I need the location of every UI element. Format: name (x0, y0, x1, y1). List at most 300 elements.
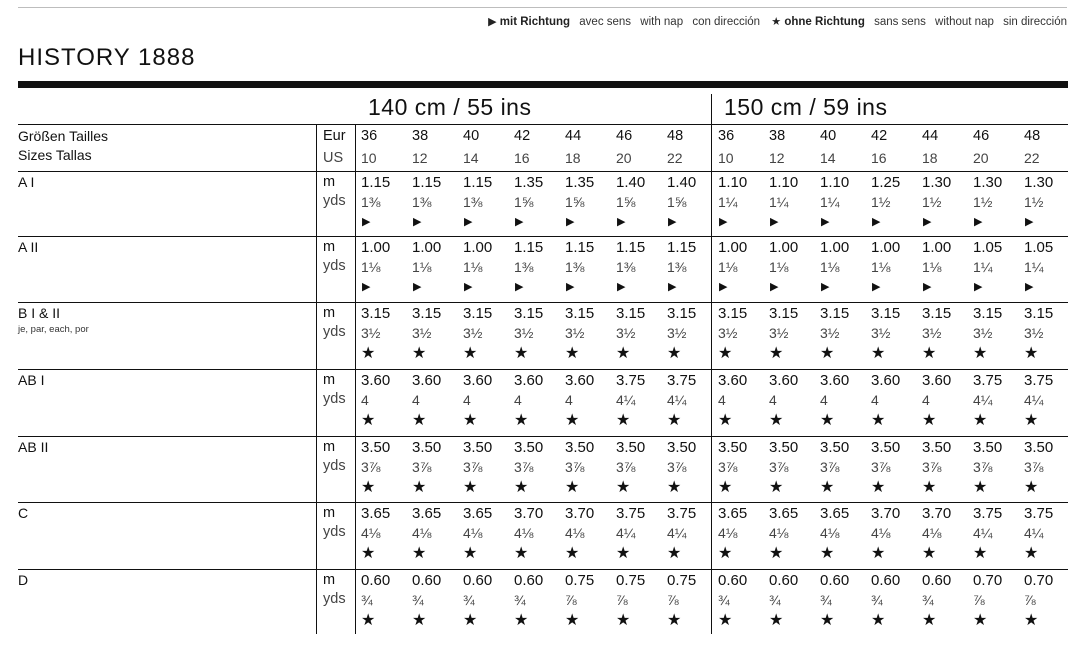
legend-without-nap-es: sin dirección (1003, 16, 1067, 28)
yards-value: ¾ (718, 592, 730, 608)
eur-size-w150-46: 46 (973, 128, 990, 144)
yards-value: 1⅛ (871, 259, 891, 275)
eur-size-w140-48: 48 (667, 128, 684, 144)
yards-value: 3⅞ (922, 459, 942, 475)
without-nap-star-icon: ★ (514, 479, 529, 496)
without-nap-star-icon: ★ (667, 412, 682, 429)
divider-sizes (316, 124, 317, 634)
without-nap-star-icon: ★ (718, 479, 733, 496)
metric-value: 3.15 (412, 305, 442, 322)
metric-value: 1.15 (565, 239, 595, 256)
yards-value: ⅞ (973, 592, 985, 608)
without-nap-star-icon: ★ (463, 612, 478, 629)
without-nap-star-icon: ★ (769, 479, 784, 496)
row-rule (18, 171, 1068, 172)
without-nap-star-icon: ★ (871, 345, 886, 362)
yards-value: 4 (463, 392, 471, 408)
metric-value: 1.00 (463, 239, 493, 256)
eur-size-w140-42: 42 (514, 128, 531, 144)
without-nap-star-icon: ★ (361, 612, 376, 629)
metric-value: 3.50 (361, 439, 391, 456)
metric-value: 1.00 (769, 239, 799, 256)
yards-value: 3½ (565, 325, 585, 341)
without-nap-star-icon: ★ (820, 545, 835, 562)
row-rule (18, 369, 1068, 370)
without-nap-star-icon: ★ (922, 612, 937, 629)
with-nap-arrow-icon: ▶ (566, 281, 575, 293)
without-nap-star-icon: ★ (361, 479, 376, 496)
yards-value: 3½ (616, 325, 636, 341)
without-nap-star-icon: ★ (1024, 412, 1039, 429)
with-nap-arrow-icon: ▶ (362, 281, 371, 293)
row-rule (18, 569, 1068, 570)
metric-value: 3.75 (1024, 372, 1054, 389)
unit-imperial: yds (323, 458, 346, 474)
metric-value: 1.15 (514, 239, 544, 256)
metric-value: 3.65 (718, 505, 748, 522)
eur-size-w140-36: 36 (361, 128, 378, 144)
metric-value: 3.60 (718, 372, 748, 389)
yards-value: 3½ (667, 325, 687, 341)
yards-value: ¾ (922, 592, 934, 608)
yards-value: 3½ (769, 325, 789, 341)
yards-value: 4 (718, 392, 726, 408)
metric-value: 3.70 (565, 505, 595, 522)
metric-value: 3.50 (871, 439, 901, 456)
eur-size-w140-44: 44 (565, 128, 582, 144)
metric-value: 0.60 (922, 572, 952, 589)
without-nap-star-icon: ★ (616, 479, 631, 496)
without-nap-star-icon: ★ (871, 545, 886, 562)
yards-value: 4¼ (1024, 392, 1044, 408)
us-size-w150-44: 18 (922, 150, 938, 166)
yards-value: 1⅝ (616, 194, 636, 210)
metric-value: 1.00 (820, 239, 850, 256)
row-rule (18, 502, 1068, 503)
yards-value: 3½ (463, 325, 483, 341)
with-nap-arrow-icon: ▶ (566, 216, 575, 228)
metric-value: 3.60 (769, 372, 799, 389)
without-nap-star-icon: ★ (769, 545, 784, 562)
without-nap-star-icon: ★ (412, 479, 427, 496)
metric-value: 1.00 (922, 239, 952, 256)
metric-value: 3.15 (667, 305, 697, 322)
yards-value: 4 (871, 392, 879, 408)
metric-value: 3.50 (412, 439, 442, 456)
metric-value: 1.10 (718, 174, 748, 191)
without-nap-star-icon: ★ (667, 612, 682, 629)
legend-without-nap-fr: sans sens (874, 16, 926, 28)
metric-value: 3.15 (820, 305, 850, 322)
row-rule (18, 436, 1068, 437)
yards-value: 3½ (514, 325, 534, 341)
metric-value: 1.00 (718, 239, 748, 256)
us-size-w150-46: 20 (973, 150, 989, 166)
yards-value: 1¼ (820, 194, 840, 210)
metric-value: 3.70 (514, 505, 544, 522)
legend-with-nap-en: with nap (640, 16, 684, 28)
us-size-w140-42: 16 (514, 150, 530, 166)
unit-metric: m (323, 505, 336, 521)
without-nap-star-icon: ★ (820, 345, 835, 362)
without-nap-star-icon: ★ (922, 345, 937, 362)
without-nap-star-icon: ★ (769, 345, 784, 362)
yards-value: ¾ (514, 592, 526, 608)
metric-value: 3.75 (616, 372, 646, 389)
without-nap-star-icon: ★ (820, 612, 835, 629)
metric-value: 1.30 (922, 174, 952, 191)
yards-value: 1½ (1024, 194, 1044, 210)
metric-value: 3.65 (361, 505, 391, 522)
yards-value: 1⅜ (412, 194, 432, 210)
us-size-w140-48: 22 (667, 150, 683, 166)
metric-value: 1.05 (973, 239, 1003, 256)
with-nap-arrow-icon: ▶ (515, 281, 524, 293)
yards-value: 1⅛ (769, 259, 789, 275)
metric-value: 1.40 (616, 174, 646, 191)
metric-value: 0.60 (514, 572, 544, 589)
without-nap-star-icon: ★ (973, 345, 988, 362)
without-nap-star-icon: ★ (463, 479, 478, 496)
fabric-width-150: 150 cm / 59 ins (724, 94, 888, 120)
without-nap-star-icon: ★ (412, 545, 427, 562)
without-nap-star-icon: ★ (820, 412, 835, 429)
metric-value: 1.00 (361, 239, 391, 256)
yards-value: ¾ (871, 592, 883, 608)
yards-value: 1⅛ (412, 259, 432, 275)
without-nap-star-icon: ★ (463, 345, 478, 362)
metric-value: 3.75 (973, 372, 1003, 389)
row-rule (18, 302, 1068, 303)
us-size-w140-46: 20 (616, 150, 632, 166)
yards-value: 3½ (412, 325, 432, 341)
row-rule (18, 236, 1068, 237)
without-nap-star-icon: ★ (871, 412, 886, 429)
metric-value: 3.60 (514, 372, 544, 389)
metric-value: 3.50 (616, 439, 646, 456)
metric-value: 3.65 (463, 505, 493, 522)
metric-value: 0.70 (973, 572, 1003, 589)
yards-value: 1½ (871, 194, 891, 210)
yards-value: 3⅞ (871, 459, 891, 475)
with-nap-arrow-icon: ▶ (974, 216, 983, 228)
sizes-label-line1: Größen Tailles (18, 128, 109, 144)
yards-value: 4¼ (616, 392, 636, 408)
eur-size-w150-40: 40 (820, 128, 837, 144)
metric-value: 1.15 (412, 174, 442, 191)
with-nap-arrow-icon: ▶ (923, 216, 932, 228)
with-nap-arrow-icon: ▶ (821, 216, 830, 228)
without-nap-star-icon: ★ (973, 479, 988, 496)
unit-metric: m (323, 572, 336, 588)
eur-size-w140-46: 46 (616, 128, 633, 144)
without-nap-star-icon: ★ (820, 479, 835, 496)
metric-value: 1.40 (667, 174, 697, 191)
metric-value: 3.60 (412, 372, 442, 389)
without-nap-star-icon: ★ (565, 479, 580, 496)
metric-value: 3.50 (463, 439, 493, 456)
metric-value: 3.50 (667, 439, 697, 456)
sizes-label-line2: Sizes Tallas (18, 147, 92, 163)
unit-imperial: yds (323, 591, 346, 607)
yards-value: ¾ (463, 592, 475, 608)
without-nap-star-icon: ★ (361, 345, 376, 362)
yards-value: 4⅛ (463, 525, 483, 541)
with-nap-arrow-icon: ▶ (668, 281, 677, 293)
without-nap-star-icon: ★ (565, 412, 580, 429)
without-nap-star-icon: ★ (973, 612, 988, 629)
yards-value: 1⅛ (718, 259, 738, 275)
metric-value: 3.15 (514, 305, 544, 322)
without-nap-star-icon: ★ (667, 345, 682, 362)
fabric-width-140: 140 cm / 55 ins (368, 94, 532, 120)
without-nap-star-icon: ★ (973, 412, 988, 429)
us-size-w150-42: 16 (871, 150, 887, 166)
without-nap-star-icon: ★ (922, 479, 937, 496)
without-nap-star-icon: ★ (769, 412, 784, 429)
metric-value: 0.75 (667, 572, 697, 589)
with-nap-arrow-icon: ▶ (719, 281, 728, 293)
yards-value: 1¼ (973, 259, 993, 275)
header-top-rule (18, 124, 1068, 125)
divider-widths (711, 94, 712, 634)
metric-value: 1.10 (820, 174, 850, 191)
with-nap-arrow-icon: ▶ (362, 216, 371, 228)
metric-value: 3.15 (565, 305, 595, 322)
star-icon: ★ (771, 16, 782, 28)
yards-value: 4⅛ (718, 525, 738, 541)
metric-value: 1.30 (1024, 174, 1054, 191)
yards-value: 3⅞ (1024, 459, 1044, 475)
with-nap-arrow-icon: ▶ (617, 281, 626, 293)
with-nap-arrow-icon: ▶ (515, 216, 524, 228)
title-rule (18, 81, 1068, 88)
yards-value: 4¼ (1024, 525, 1044, 541)
yards-value: 1¼ (1024, 259, 1044, 275)
yards-value: 4⅛ (565, 525, 585, 541)
without-nap-star-icon: ★ (871, 612, 886, 629)
metric-value: 3.75 (667, 505, 697, 522)
without-nap-star-icon: ★ (1024, 612, 1039, 629)
metric-value: 3.15 (718, 305, 748, 322)
row-label: AB I (18, 372, 45, 388)
yards-value: 1⅜ (565, 259, 585, 275)
eur-size-w140-38: 38 (412, 128, 429, 144)
yards-value: 1⅜ (514, 259, 534, 275)
yards-value: 1¼ (769, 194, 789, 210)
yards-value: 3⅞ (463, 459, 483, 475)
metric-value: 3.15 (1024, 305, 1054, 322)
metric-value: 3.60 (871, 372, 901, 389)
without-nap-star-icon: ★ (412, 412, 427, 429)
with-nap-arrow-icon: ▶ (974, 281, 983, 293)
without-nap-star-icon: ★ (718, 345, 733, 362)
unit-metric: m (323, 305, 336, 321)
metric-value: 3.50 (769, 439, 799, 456)
metric-value: 3.15 (769, 305, 799, 322)
metric-value: 3.50 (922, 439, 952, 456)
metric-value: 3.50 (820, 439, 850, 456)
without-nap-star-icon: ★ (616, 545, 631, 562)
yards-value: ⅞ (616, 592, 628, 608)
us-size-w150-36: 10 (718, 150, 734, 166)
without-nap-star-icon: ★ (463, 545, 478, 562)
metric-value: 3.50 (1024, 439, 1054, 456)
legend-without-nap-en: without nap (935, 16, 994, 28)
metric-value: 1.15 (667, 239, 697, 256)
metric-value: 0.60 (361, 572, 391, 589)
without-nap-star-icon: ★ (514, 412, 529, 429)
yards-value: 1⅛ (361, 259, 381, 275)
yards-value: 4¼ (667, 392, 687, 408)
eur-size-w150-44: 44 (922, 128, 939, 144)
without-nap-star-icon: ★ (616, 612, 631, 629)
yards-value: 1⅜ (667, 259, 687, 275)
us-label: US (323, 150, 344, 166)
metric-value: 3.15 (871, 305, 901, 322)
yards-value: 4 (922, 392, 930, 408)
eur-size-w150-38: 38 (769, 128, 786, 144)
without-nap-star-icon: ★ (667, 479, 682, 496)
with-nap-arrow-icon: ▶ (464, 216, 473, 228)
legend-with-nap-de: mit Richtung (499, 16, 571, 28)
eur-size-w150-42: 42 (871, 128, 888, 144)
metric-value: 1.05 (1024, 239, 1054, 256)
yards-value: 3½ (973, 325, 993, 341)
row-sublabel: je, par, each, por (18, 324, 89, 335)
without-nap-star-icon: ★ (616, 412, 631, 429)
metric-value: 3.15 (361, 305, 391, 322)
without-nap-star-icon: ★ (463, 412, 478, 429)
legend-without-nap-de: ohne Richtung (784, 16, 865, 28)
yards-value: ¾ (361, 592, 373, 608)
yards-value: 4¼ (973, 525, 993, 541)
without-nap-star-icon: ★ (769, 612, 784, 629)
with-nap-arrow-icon: ▶ (872, 281, 881, 293)
with-nap-arrow-icon: ▶ (464, 281, 473, 293)
metric-value: 3.60 (361, 372, 391, 389)
yards-value: 4⅛ (769, 525, 789, 541)
legend-with-nap-fr: avec sens (579, 16, 632, 28)
metric-value: 3.50 (565, 439, 595, 456)
without-nap-star-icon: ★ (667, 545, 682, 562)
without-nap-star-icon: ★ (361, 412, 376, 429)
eur-size-w140-40: 40 (463, 128, 480, 144)
yards-value: 4¼ (667, 525, 687, 541)
metric-value: 1.35 (514, 174, 544, 191)
metric-value: 1.10 (769, 174, 799, 191)
yards-value: ⅞ (565, 592, 577, 608)
metric-value: 0.60 (769, 572, 799, 589)
us-size-w140-38: 12 (412, 150, 428, 166)
metric-value: 3.15 (616, 305, 646, 322)
yards-value: 3⅞ (361, 459, 381, 475)
top-rule (18, 7, 1067, 8)
metric-value: 3.65 (769, 505, 799, 522)
yards-value: 4⅛ (820, 525, 840, 541)
without-nap-star-icon: ★ (565, 345, 580, 362)
row-label: B I & II (18, 305, 61, 321)
yards-value: 3⅞ (718, 459, 738, 475)
eur-label: Eur (323, 128, 346, 144)
yards-value: 1½ (922, 194, 942, 210)
with-nap-arrow-icon: ▶ (1025, 216, 1034, 228)
row-label: AB II (18, 439, 49, 455)
yards-value: 4 (412, 392, 420, 408)
without-nap-star-icon: ★ (412, 345, 427, 362)
yards-value: 3½ (718, 325, 738, 341)
yards-value: 3⅞ (565, 459, 585, 475)
without-nap-star-icon: ★ (718, 545, 733, 562)
yards-value: 4 (769, 392, 777, 408)
metric-value: 3.60 (463, 372, 493, 389)
us-size-w150-38: 12 (769, 150, 785, 166)
metric-value: 0.60 (463, 572, 493, 589)
yards-value: 3⅞ (616, 459, 636, 475)
without-nap-star-icon: ★ (1024, 479, 1039, 496)
metric-value: 3.50 (973, 439, 1003, 456)
unit-imperial: yds (323, 324, 346, 340)
metric-value: 3.75 (667, 372, 697, 389)
without-nap-star-icon: ★ (1024, 545, 1039, 562)
metric-value: 1.15 (616, 239, 646, 256)
metric-value: 3.75 (616, 505, 646, 522)
metric-value: 1.25 (871, 174, 901, 191)
yards-value: 3⅞ (820, 459, 840, 475)
without-nap-star-icon: ★ (922, 412, 937, 429)
yards-value: 3½ (922, 325, 942, 341)
unit-imperial: yds (323, 193, 346, 209)
without-nap-star-icon: ★ (412, 612, 427, 629)
yards-value: 4⅛ (871, 525, 891, 541)
metric-value: 1.35 (565, 174, 595, 191)
without-nap-star-icon: ★ (361, 545, 376, 562)
yards-value: ¾ (820, 592, 832, 608)
with-nap-arrow-icon: ▶ (668, 216, 677, 228)
unit-imperial: yds (323, 258, 346, 274)
row-label: A I (18, 174, 35, 190)
yards-value: 4 (820, 392, 828, 408)
metric-value: 0.75 (616, 572, 646, 589)
yards-value: ¾ (769, 592, 781, 608)
without-nap-star-icon: ★ (922, 545, 937, 562)
yards-value: 3½ (871, 325, 891, 341)
metric-value: 3.60 (922, 372, 952, 389)
yards-value: 1¼ (718, 194, 738, 210)
yards-value: 1⅝ (514, 194, 534, 210)
us-size-w150-40: 14 (820, 150, 836, 166)
yards-value: 3⅞ (514, 459, 534, 475)
with-nap-arrow-icon: ▶ (770, 216, 779, 228)
metric-value: 0.75 (565, 572, 595, 589)
yards-value: 3½ (361, 325, 381, 341)
us-size-w140-40: 14 (463, 150, 479, 166)
yards-value: 1⅝ (667, 194, 687, 210)
row-label: A II (18, 239, 39, 255)
yards-value: 1⅜ (361, 194, 381, 210)
us-size-w140-36: 10 (361, 150, 377, 166)
without-nap-star-icon: ★ (514, 545, 529, 562)
yards-value: 1⅜ (463, 194, 483, 210)
metric-value: 1.00 (412, 239, 442, 256)
with-nap-arrow-icon: ▶ (617, 216, 626, 228)
unit-metric: m (323, 439, 336, 455)
nap-legend (488, 15, 1067, 28)
without-nap-star-icon: ★ (718, 612, 733, 629)
yards-value: 3⅞ (412, 459, 432, 475)
without-nap-star-icon: ★ (565, 612, 580, 629)
us-size-w150-48: 22 (1024, 150, 1040, 166)
